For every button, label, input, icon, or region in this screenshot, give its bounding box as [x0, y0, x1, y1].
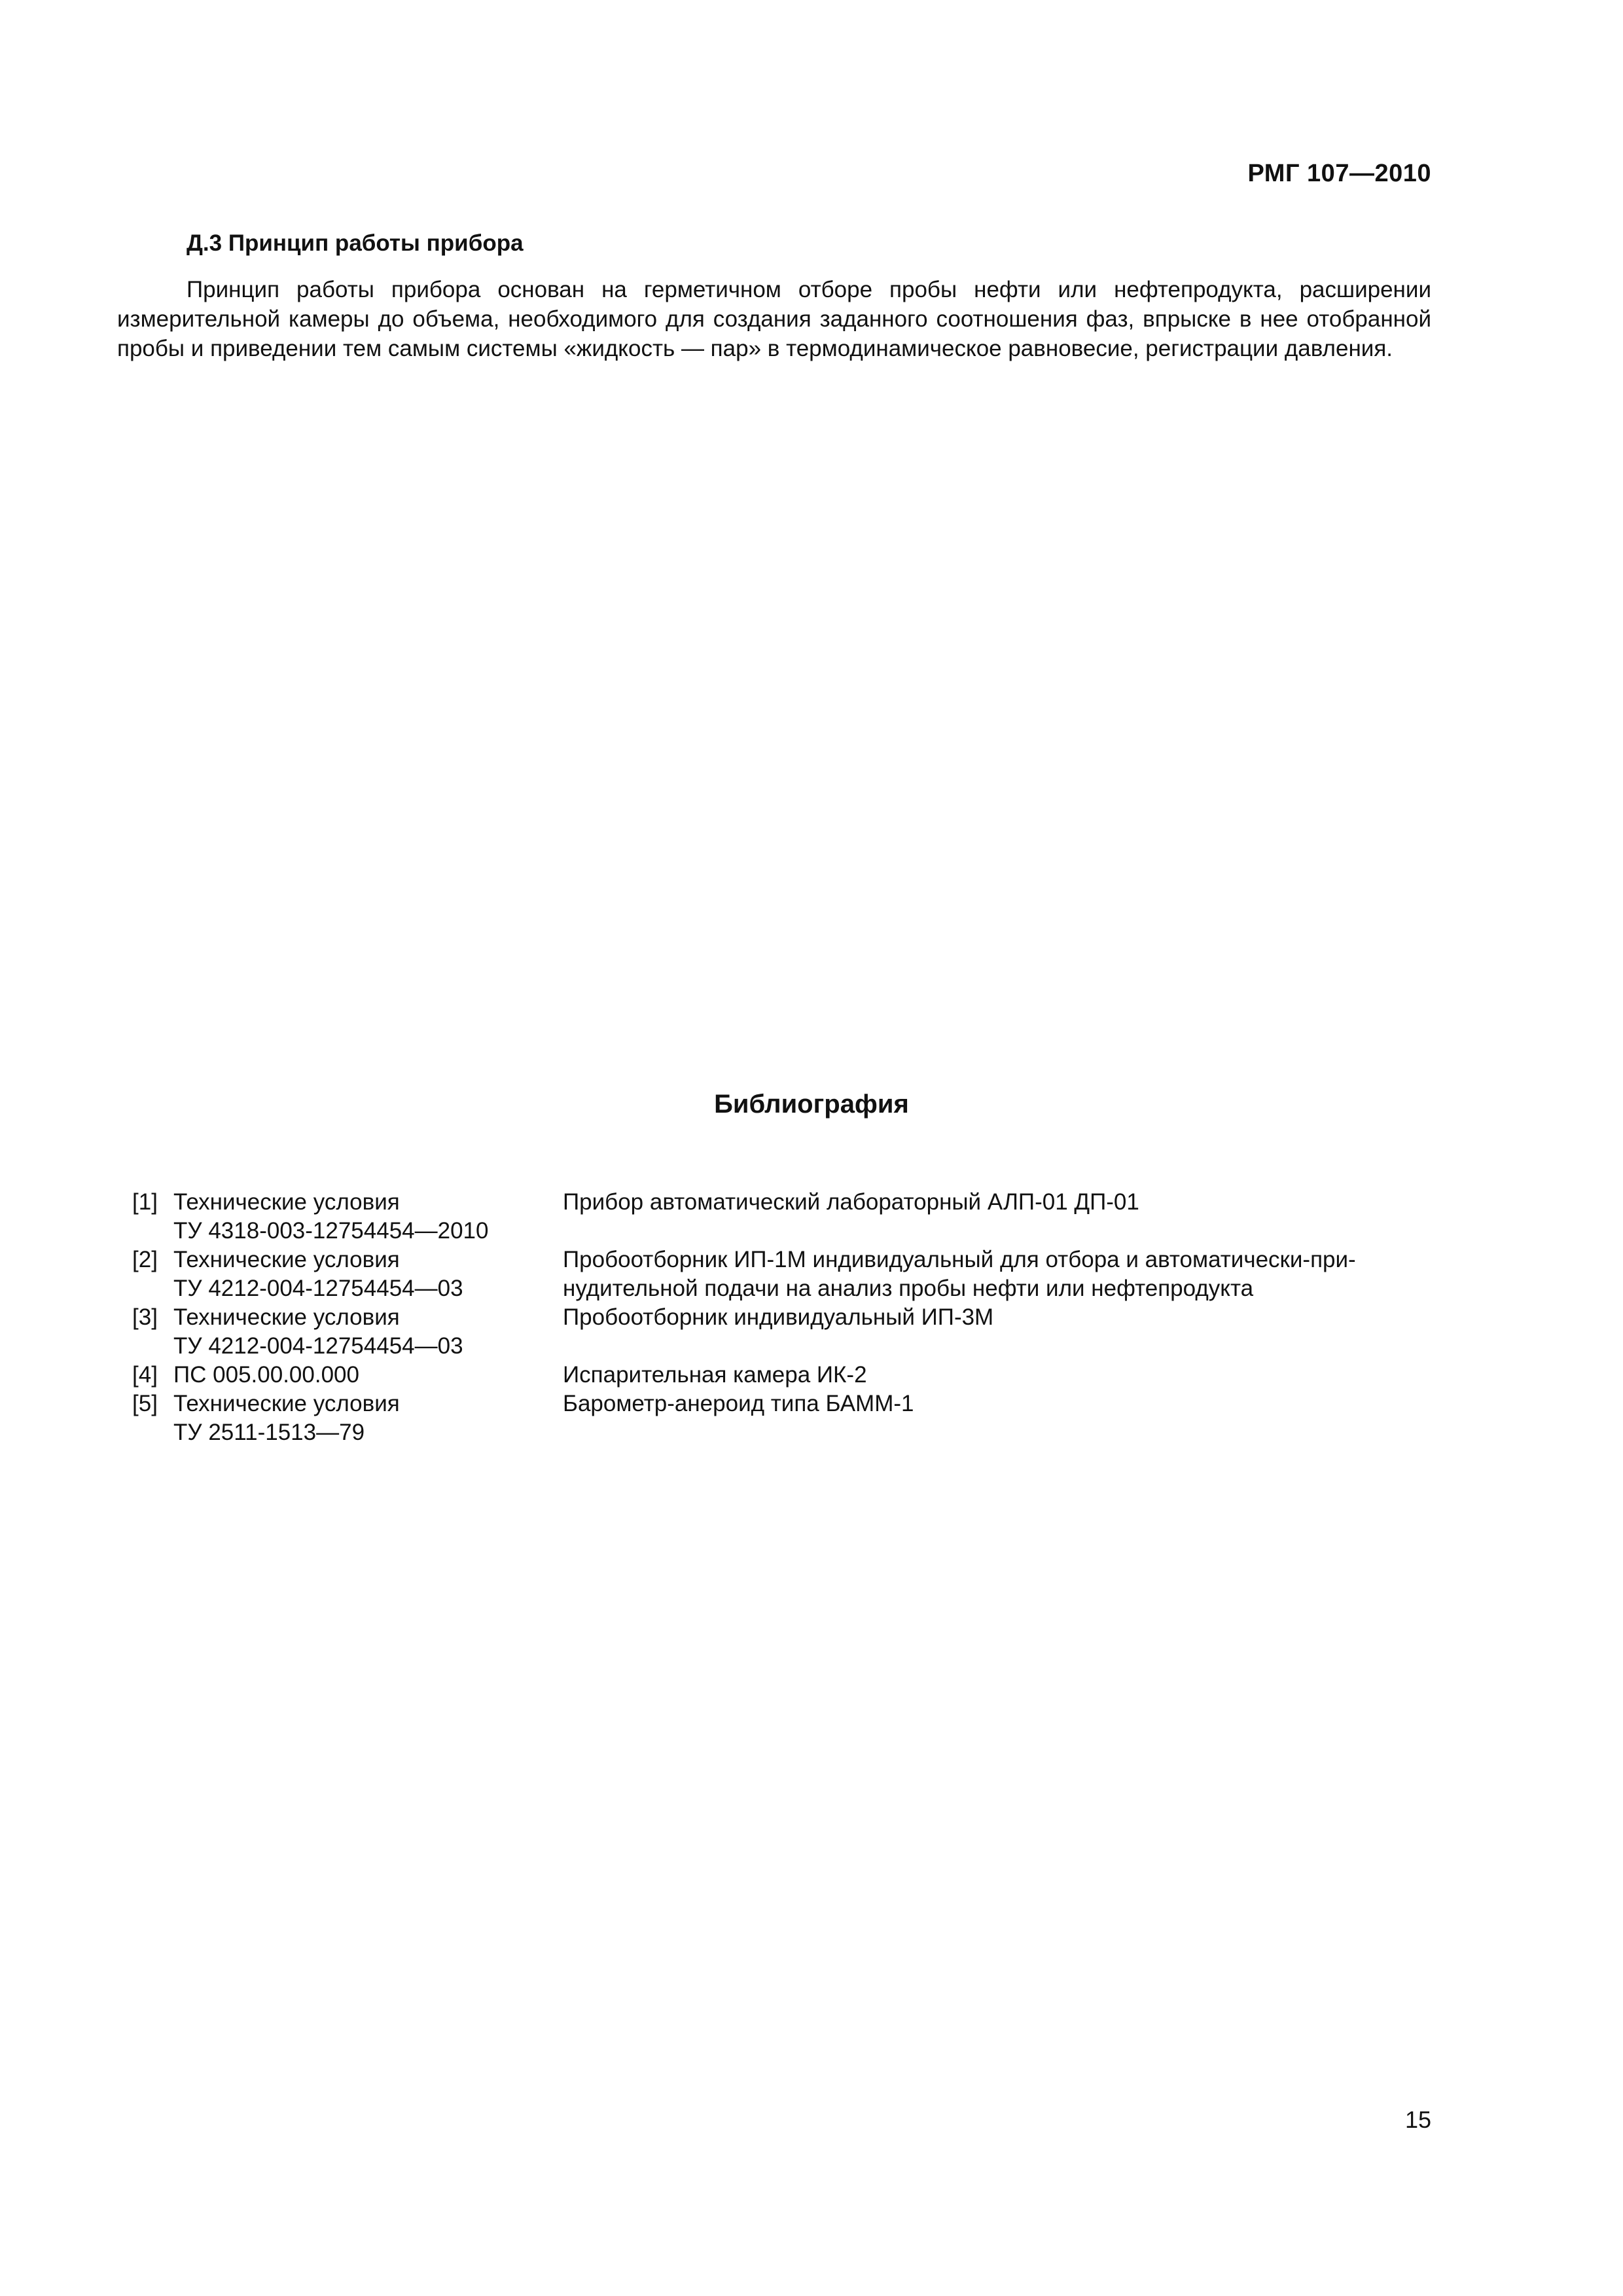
entry-reference: [173, 1246, 563, 1303]
entry-reference-type: ПС 005.00.00.000: [173, 1362, 359, 1388]
entry-reference-type: Технические условия: [173, 1189, 400, 1215]
section-paragraph: Принцип работы прибора основан на герметичном отборе пробы нефти или нефтепродукта, расширении измерительной камеры до объема, необходимого для создания заданного соотношения фаз, впрыске в нее отобранной пробы и приведении тем самым системы «жидкость — пар» в термодинамическое равновесие, регистрации давления.: [117, 277, 1431, 361]
bibliography-entry: [132, 1246, 1441, 1303]
document-code: РМГ 107—2010: [1247, 160, 1431, 187]
entry-description: Прибор автоматический лабораторный АЛП-01 ДП-01: [563, 1189, 1139, 1215]
section-title: Д.3 Принцип работы прибора: [187, 230, 524, 256]
bibliography-entry: [132, 1361, 1441, 1390]
entry-number: [4]: [132, 1362, 158, 1388]
entry-description: Барометр-анероид типа БАММ-1: [563, 1391, 914, 1416]
entry-number: [5]: [132, 1391, 158, 1416]
bibliography-entry: [132, 1188, 1441, 1246]
entry-number: [1]: [132, 1189, 158, 1215]
entry-reference: [173, 1361, 563, 1390]
entry-number: [3]: [132, 1304, 158, 1330]
page-number: 15: [1404, 2106, 1431, 2133]
entry-reference-code: ТУ 4212-004-12754454—03: [173, 1276, 463, 1301]
entry-reference-code: ТУ 4212-004-12754454—03: [173, 1333, 463, 1359]
bibliography-list: [132, 1188, 1441, 1447]
entry-reference-type: Технические условия: [173, 1247, 400, 1272]
entry-reference: [173, 1303, 563, 1361]
entry-description: Испарительная камера ИК-2: [563, 1362, 867, 1388]
entry-reference: [173, 1390, 563, 1447]
bibliography-entry: [132, 1390, 1441, 1447]
entry-reference-type: Технические условия: [173, 1391, 400, 1416]
entry-description: Пробоотборник ИП-1М индивидуальный для отбора и автоматически-при- нудительной подачи на анализ пробы нефти или нефтепродукта: [563, 1247, 1356, 1301]
entry-reference-type: Технические условия: [173, 1304, 400, 1330]
bibliography-entry: [132, 1303, 1441, 1361]
bibliography-title: Библиография: [714, 1090, 909, 1119]
entry-reference-code: ТУ 2511-1513—79: [173, 1420, 365, 1445]
entry-reference: [173, 1188, 563, 1246]
entry-reference-code: ТУ 4318-003-12754454—2010: [173, 1218, 489, 1244]
entry-description: Пробоотборник индивидуальный ИП-3М: [563, 1304, 994, 1330]
entry-number: [2]: [132, 1247, 158, 1272]
